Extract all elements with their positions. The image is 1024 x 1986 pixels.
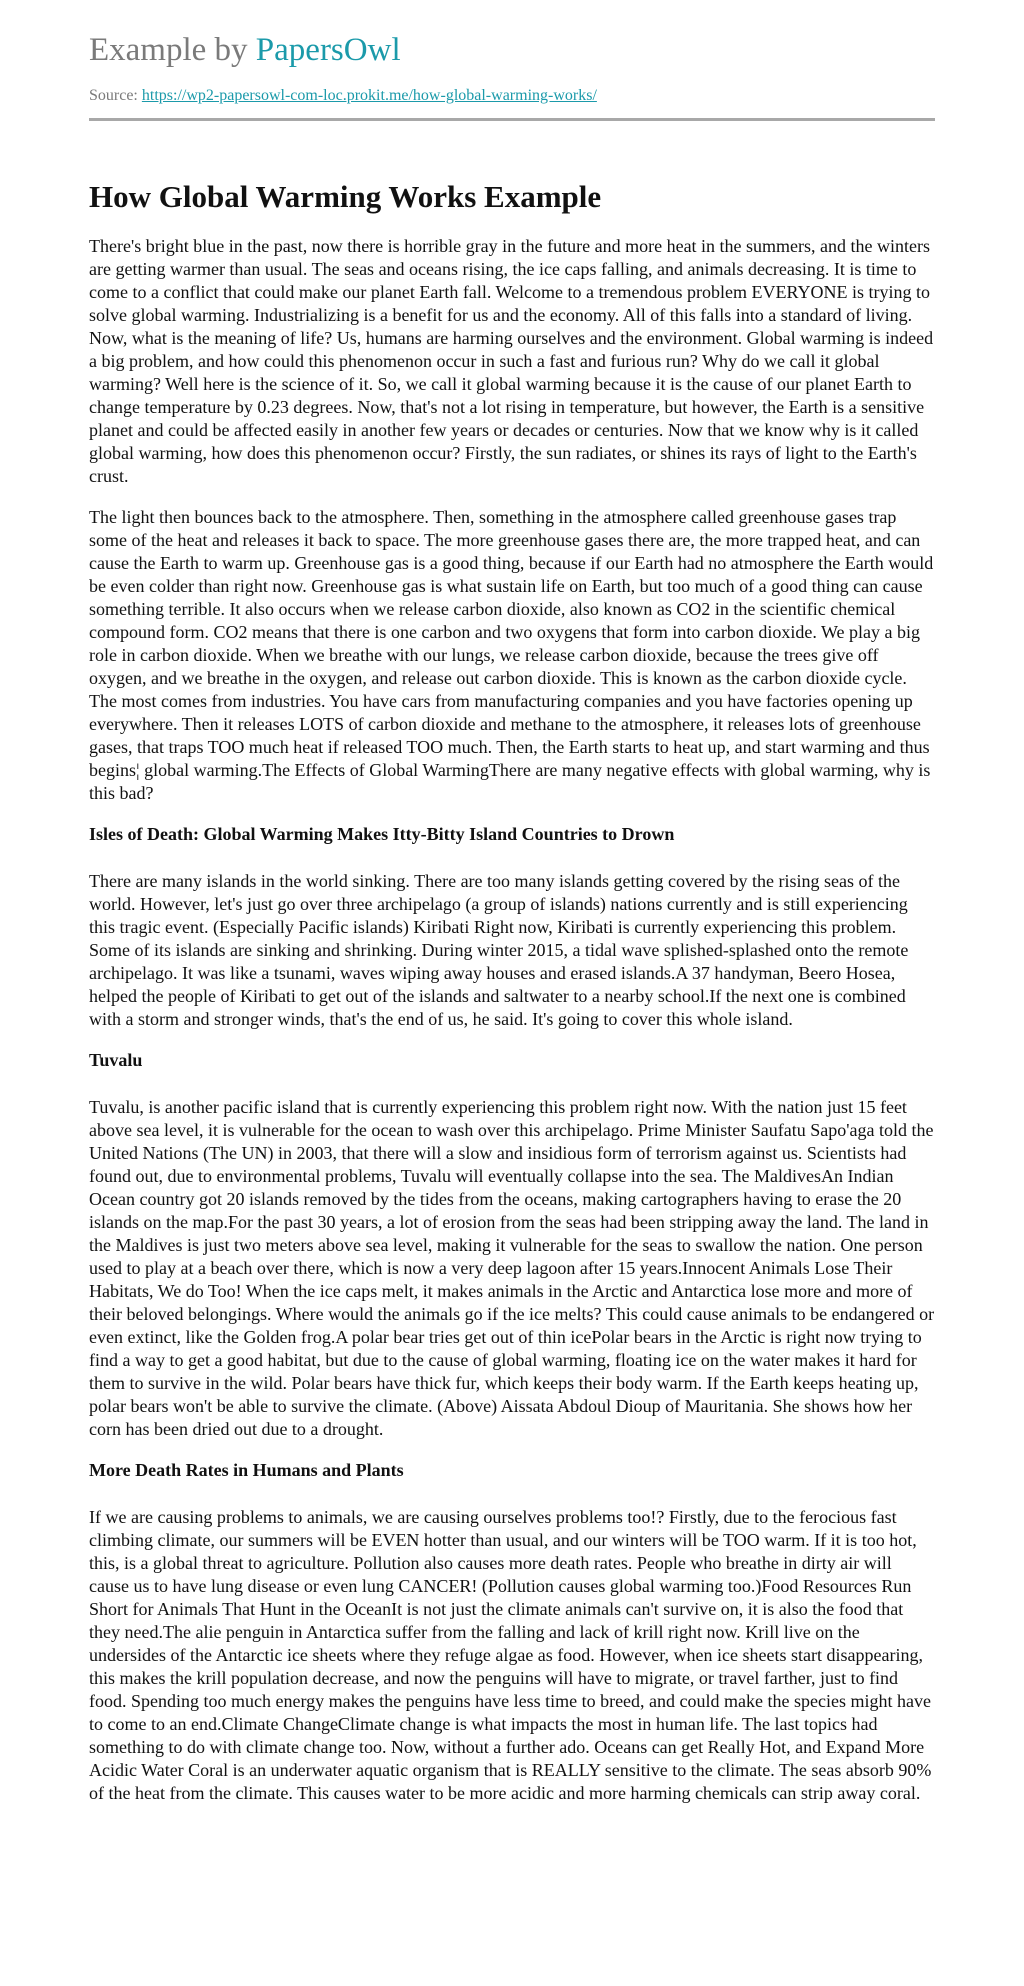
paragraph: Tuvalu, is another pacific island that is currently experiencing this problem right now. With the nation just 15 feet above sea level, it is vulnerable for the ocean to wash over this archipelago. Prime Minister Saufatu Sapo'aga told the United Nations (The UN) in 2003, that there will a slow and insidious form of terrorism against us. Scientists had found out, due to environmental problems, Tuvalu will eventually collapse into the sea. The MaldivesAn Indian Ocean country got 20 islands removed by the tides from the oceans, making cartographers having to erase the 20 islands on the map.For the past 30 years, a lot of erosion from the seas had been stripping away the land. The land in the Maldives is just two meters above sea level, making it vulnerable for the seas to swallow the nation. One person used to play at a beach over there, which is now a very deep lagoon after 15 years.Innocent Animals Lose Their Habitats, We do Too! When the ice caps melt, it makes animals in the Arctic and Antarctica lose more and more of their beloved belongings. Where would the animals go if the ice melts? This could cause animals to be endangered or even extinct, like the Golden frog.A polar bear tries get out of thin icePolar bears in the Arctic is right now trying to find a way to get a good habitat, but due to the cause of global warming, floating ice on the water makes it hard for them to survive in the wild. Polar bears have thick fur, which keeps their body warm. If the Earth keeps heating up, polar bears won't be able to survive the climate. (Above) Aissata Abdoul Dioup of Mauritania. She shows how her corn has been dried out due to a drought. [89,1097,935,1439]
source-line [89,86,935,106]
brand-link[interactable]: PapersOwl [255,32,401,68]
source-link[interactable]: https://wp2-papersowl-com-loc.prokit.me/how-global-warming-works/ [141,87,597,104]
paragraph: There are many islands in the world sinking. There are too many islands getting covered by the rising seas of the world. However, let's just go over three archipelago (a group of islands) nations currently and is still experiencing this tragic event. (Especially Pacific islands) Kiribati Right now, Kiribati is currently experiencing this problem. Some of its islands are sinking and shrinking. During winter 2015, a tidal wave splished-splashed onto the remote archipelago. It was like a tsunami, waves wiping away houses and erased islands.A 37 handyman, Beero Hosea, helped the people of Kiribati to get out of the islands and saltwater to a nearby school.If the next one is combined with a storm and stronger winds, that's the end of us, he said. It's going to cover this whole island. [89,871,909,1029]
header [89,0,935,121]
paragraph: If we are causing problems to animals, we are causing ourselves problems too!? Firstly, due to the ferocious fast climbing climate, our summers will be EVEN hotter than usual, and our winters will be TOO warm. If it is too hot, this, is a global threat to agriculture. Pollution also causes more death rates. People who breathe in dirty air will cause us to have lung disease or even lung CANCER! (Pollution causes global warming too.)Food Resources Run Short for Animals That Hunt in the OceanIt is not just the climate animals can't survive on, it is also the food that they need.The alie penguin in Antarctica suffer from the falling and lack of krill right now. Krill live on the undersides of the Antarctic ice sheets where they refuge algae as food. However, when ice sheets start disappearing, this makes the krill population decrease, and now the penguins will have to migrate, or travel farther, just to find food. Spending too much energy makes the penguins have less time to breed, and could make the species might have to come to an end.Climate ChangeClimate change is what impacts the most in human life. The last topics had something to do with climate change too. Now, without a further ado. Oceans can get Really Hot, and Expand More Acidic Water Coral is an underwater aquatic organism that is REALLY sensitive to the climate. The seas absorb 90% of the heat from the climate. This causes water to be more acidic and more harming chemicals can strip away coral. [89,1507,932,1803]
paragraph: The light then bounces back to the atmosphere. Then, something in the atmosphere called greenhouse gases trap some of the heat and releases it back to space. The more greenhouse gases there are, the more trapped heat, and can cause the Earth to warm up. Greenhouse gas is a good thing, because if our Earth had no atmosphere the Earth would be even colder than right now. Greenhouse gas is what sustain life on Earth, but too much of a good thing can cause something terrible. It also occurs when we release carbon dioxide, also known as CO2 in the scientific chemical compound form. CO2 means that there is one carbon and two oxygens that form into carbon dioxide. We play a big role in carbon dioxide. When we breathe with our lungs, we release carbon dioxide, because the trees give off oxygen, and we breathe in the oxygen, and release out carbon dioxide. This is known as the carbon dioxide cycle. The most comes from industries. You have cars from manufacturing companies and you have factories opening up everywhere. Then it releases LOTS of carbon dioxide and methane to the atmosphere, it releases lots of greenhouse gases, that traps TOO much heat if released TOO much. Then, the Earth starts to heat up, and start warming and thus begins¦ global warming.The Effects of Global WarmingThere are many negative effects with global warming, why is this bad? [89,507,934,803]
section-heading: Isles of Death: Global Warming Makes Itty-Bitty Island Countries to Drown [89,824,675,844]
paragraph: There's bright blue in the past, now there is horrible gray in the future and more heat in the summers, and the winters are getting warmer than usual. The seas and oceans rising, the ice caps falling, and animals decreasing. It is time to come to a conflict that could make our planet Earth fall. Welcome to a tremendous problem EVERYONE is trying to solve global warming. Industrializing is a benefit for us and the economy. All of this falls into a standard of living. Now, what is the meaning of life? Us, humans are harming ourselves and the environment. Global warming is indeed a big problem, and how could this phenomenon occur in such a fast and furious run? Why do we call it global warming? Well here is the science of it. So, we call it global warming because it is the cause of our planet Earth to change temperature by 0.23 degrees. Now, that's not a lot rising in temperature, but however, the Earth is a sensitive planet and could be affected easily in another few years or decades or centuries. Now that we know why is it called global warming, how does this phenomenon occur? Firstly, the sun radiates, or shines its rays of light to the Earth's crust. [89,236,934,486]
header-divider [89,118,935,121]
source-label: Source: [89,87,142,104]
article-title: How Global Warming Works Example [89,179,602,214]
section-heading: Tuvalu [89,1050,143,1070]
section-heading: More Death Rates in Humans and Plants [89,1460,404,1480]
brand-prefix: Example by [89,32,256,68]
brand-line [89,30,935,70]
article-body [89,235,935,1805]
